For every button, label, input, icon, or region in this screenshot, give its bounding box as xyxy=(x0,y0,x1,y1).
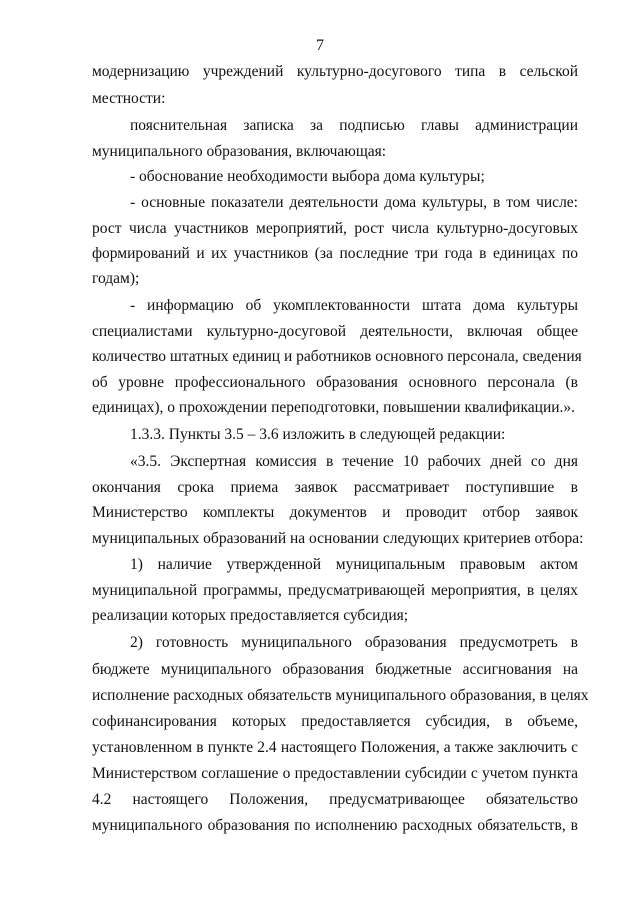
text-line: 1) наличие утвержденной муниципальным правовым актом xyxy=(130,556,578,573)
text-line: Министерством соглашение о предоставлении субсидии с учетом пункта xyxy=(92,765,578,782)
text-line: исполнение расходных обязательств муниципального образования, в целях xyxy=(92,687,589,704)
text-line: муниципального образования по исполнению расходных обязательств, в xyxy=(92,817,578,834)
text-line: бюджете муниципального образования бюджетные ассигнования на xyxy=(92,661,578,678)
text-line: об уровне профессионального образования основного персонала (в xyxy=(92,374,578,391)
text-line: 4.2 настоящего Положения, предусматривающее обязательство xyxy=(92,791,578,808)
text-line: установленном в пункте 2.4 настоящего Положения, а также заключить с xyxy=(92,739,578,756)
text-line: - обоснование необходимости выбора дома культуры; xyxy=(130,168,485,185)
text-line: реализации которых предоставляется субсидия; xyxy=(92,607,409,624)
text-line: годам); xyxy=(92,270,140,287)
page-number: 7 xyxy=(316,37,324,54)
text-line: 1.3.3. Пункты 3.5 – 3.6 изложить в следующей редакции: xyxy=(130,426,506,443)
text-line: формирований и их участников (за последние три года в единицах по xyxy=(92,245,578,262)
text-line: 2) готовность муниципального образования предусмотреть в xyxy=(130,634,578,651)
text-line: - информацию об укомплектованности штата дома культуры xyxy=(130,297,578,314)
text-line: рост числа участников мероприятий, рост числа культурно-досуговых xyxy=(92,220,578,237)
text-line: - основные показатели деятельности дома культуры, в том числе: xyxy=(130,194,578,211)
text-line: специалистами культурно-досуговой деятельности, включая общее xyxy=(92,323,578,340)
text-line: муниципальной программы, предусматривающей мероприятия, в целях xyxy=(92,582,578,599)
text-line: пояснительная записка за подписью главы администрации xyxy=(130,117,578,134)
text-line: местности: xyxy=(92,90,166,107)
text-line: муниципальных образований на основании следующих критериев отбора: xyxy=(92,530,584,547)
text-line: «3.5. Экспертная комиссия в течение 10 рабочих дней со дня xyxy=(130,453,578,470)
text-line: единицах), о прохождении переподготовки, повышении квалификации.». xyxy=(92,399,576,416)
text-line: муниципального образования, включающая: xyxy=(92,143,387,160)
text-line: количество штатных единиц и работников основного персонала, сведения xyxy=(92,348,582,365)
text-line: Министерство комплекты документов и проводит отбор заявок xyxy=(92,504,578,521)
text-line: софинансирования которых предоставляется субсидия, в объеме, xyxy=(92,713,578,730)
text-line: окончания срока приема заявок рассматривает поступившие в xyxy=(92,479,578,496)
text-line: модернизацию учреждений культурно-досугового типа в сельской xyxy=(92,63,578,80)
